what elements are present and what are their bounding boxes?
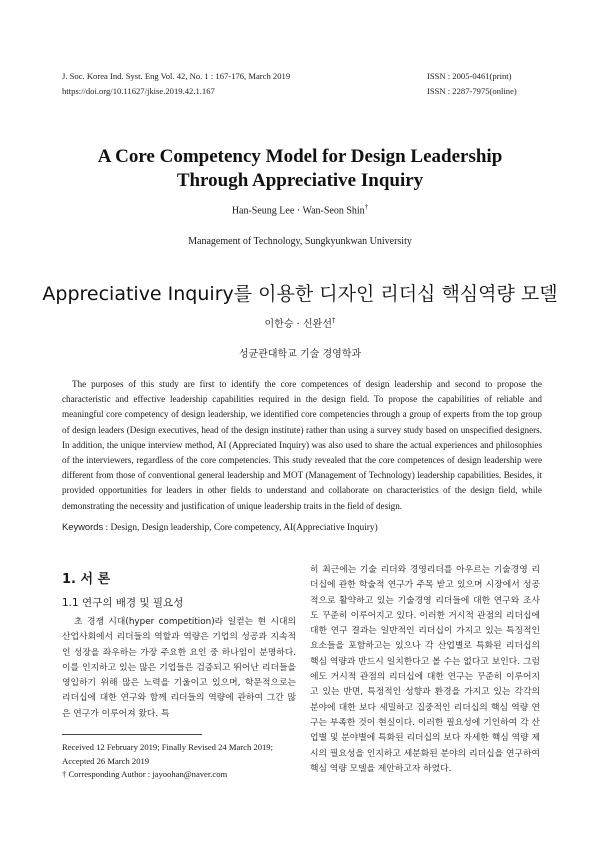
corresponding-author — [62, 768, 273, 782]
paper-title-english — [0, 145, 600, 193]
footnote-divider — [62, 734, 202, 735]
issn-online: ISSN : 2287-7975(online) — [427, 86, 517, 96]
body-text-left-column: 초 경쟁 시대(hyper competition)라 일컫는 현 시대의 산업사회에서 리더들의 역할과 역량은 기업의 성공과 지속적인 성장을 좌우하는 가장 주요한 요인 중 하나임이 분명하다. 이를 인지하고 있는 많은 기업들은 검증되고 뛰어난 리더들을 영입하기 위해 많은 노력을 기울이고 있으며, 학문적으로는 리더십에 대한 연구와 함께 리더들의 역량에 관하여 그간 많은 연구가 이루어져 왔다. 특 — [62, 617, 296, 719]
author-names-korean: 이한승 · 신완선 — [264, 319, 332, 330]
corresponding-author-email[interactable]: Corresponding Author : jayoohan@naver.com — [68, 769, 228, 779]
footnote-mark: † — [62, 769, 67, 779]
authors-korean — [0, 315, 600, 330]
paper-title-korean: Appreciative Inquiry를 이용한 디자인 리더십 핵심역량 모델 — [42, 283, 558, 305]
journal-header-right — [427, 69, 537, 99]
author-names: Han-Seung Lee · Wan-Seon Shin — [231, 205, 365, 217]
affiliation-korean: 성균관대학교 기술 경영학과 — [238, 349, 362, 360]
keywords-label: Keywords — [62, 521, 104, 532]
received-date: Received 12 February 2019; Finally Revised 24 March 2019; — [62, 742, 273, 752]
corresponding-mark-korean: † — [332, 316, 336, 325]
journal-header-left — [62, 69, 290, 99]
accepted-date: Accepted 26 March 2019 — [62, 755, 150, 766]
doi-link[interactable]: https://doi.org/10.11627/jkise.2019.42.1.167 — [62, 86, 215, 96]
keywords — [62, 521, 378, 533]
affiliation-english: Management of Technology, Sungkyunkwan University — [188, 236, 412, 247]
corresponding-mark: † — [364, 203, 369, 211]
title-line-1: A Core Competency Model for Design Leadership — [97, 146, 503, 167]
footnote — [62, 741, 273, 782]
section-heading: 1. 서 론 — [62, 572, 111, 587]
subsection-heading: 1.1 연구의 배경 및 필요성 — [62, 597, 184, 609]
keywords-text: : Design, Design leadership, Core competency, AI(Appreciative Inquiry) — [105, 523, 378, 533]
title-line-2: Through Appreciative Inquiry — [176, 170, 424, 191]
body-text-right-column: 히 최근에는 기술 리더와 경영리더를 아우르는 기술경영 리더십에 관한 학술적 연구가 주목 받고 있으며 시장에서 성공적으로 활약하고 있는 기술경영 리더들에 대한 연구와 조사도 꾸준히 이루어지고 있다. 이러한 거시적 관점의 리더십에 대한 연구 결과는 일반적인 리더십이 가지고 있는 특징적인 요소들을 포함하고는 있으나 각 산업별로 특화된 리더십의 핵심 역량과 반드시 일치한다고 볼 수는 없다고 보인다. 그럼에도 거시적 관점의 리더십에 대한 연구는 꾸준히 이루어지고 있는 반면, 특정적인 성향과 환경을 가지고 있는 각각의 분야에 대한 보다 세밀하고 집중적인 리더십의 핵심 역량 연구는 부족한 것이 현실이다. 이러한 필요성에 기인하여 각 산업별 및 분야별에 특화된 리더십의 보다 자세한 핵심 역량 제시의 필요성을 인지하고 세분화된 분야의 리더십을 연구하여 핵심 역량 모델을 제안하고자 하였다. — [310, 565, 540, 774]
issn-print: ISSN : 2005-0461(print) — [427, 71, 512, 81]
journal-citation: J. Soc. Korea Ind. Syst. Eng Vol. 42, No. 1 : 167-176, March 2019 — [62, 71, 291, 81]
authors-english — [0, 203, 600, 216]
abstract: The purposes of this study are first to identify the core competences of design leadership and second to propose the characteristic and effective leadership capabilities required in the design field. To propose the capabilities of reliable and meaningful core competency of design leadership, we identified core competencies through a group of experts from the top group of design leaders (Design executives, head of the design institute) rather than using a survey study based on unspecified designers. In addition, the unique interview method, AI (Appreciated Inquiry) was also used to share the actual experiences and philosophies of the interviewers, regardless of the core competencies. This study revealed that the core competences of design leadership were different from those of conventional general leadership and MOT (Management of Technology) leadership capabilities. Besides, it provided opportunities for leaders in other fields to understand and collaborate on characteristics of the design field, while demonstrating the necessity and justification of unique leadership traits in the field of design. — [62, 379, 542, 511]
